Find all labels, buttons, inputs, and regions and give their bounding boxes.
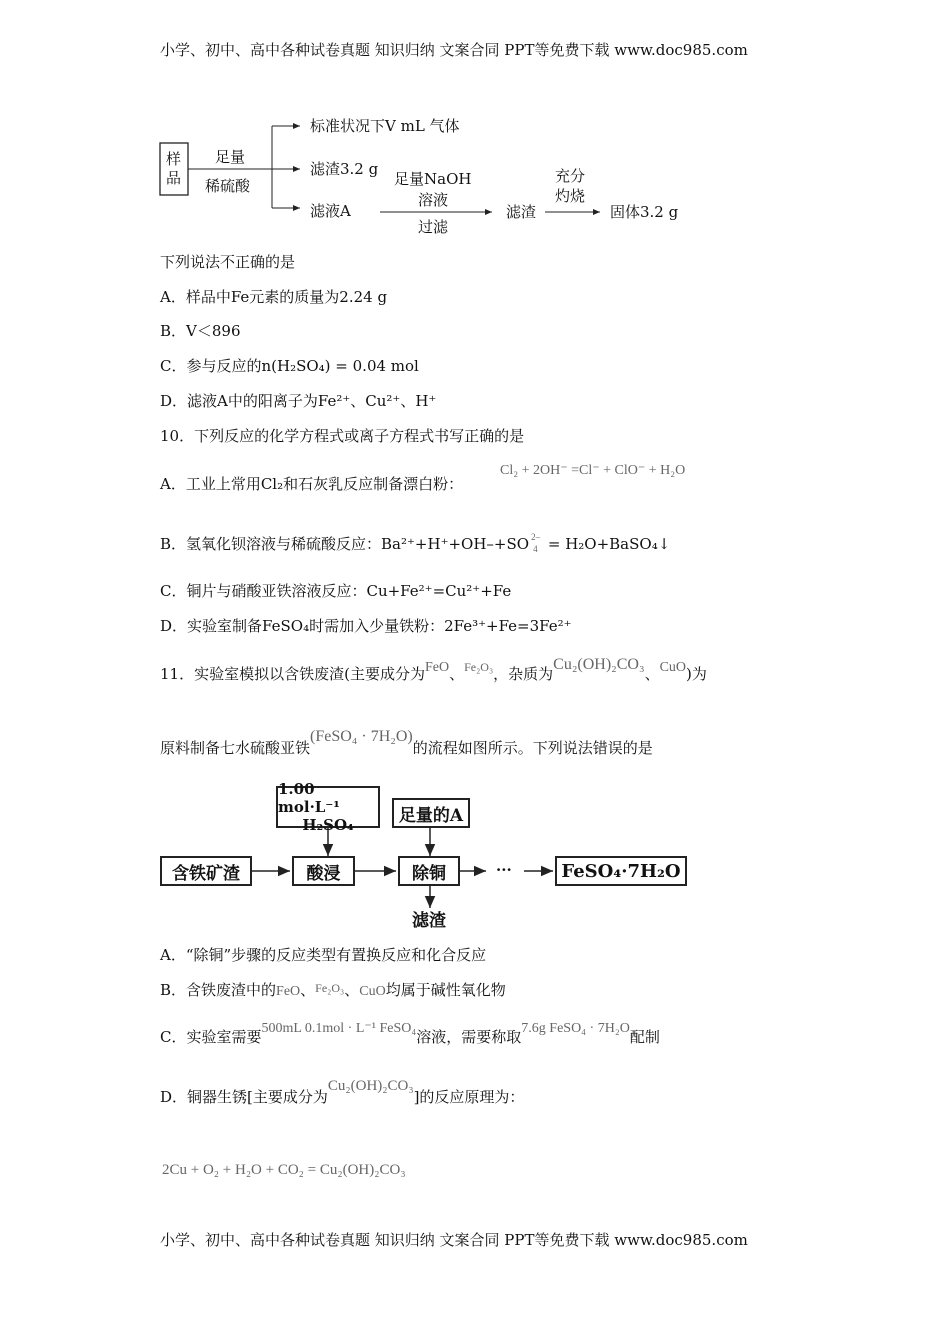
gas-product: 标准状况下V mL 气体 bbox=[310, 117, 460, 135]
residue-label: 滤渣 bbox=[412, 911, 446, 931]
sep: 、 bbox=[644, 665, 660, 683]
text: 配制 bbox=[629, 1028, 660, 1046]
text: 均属于碱性氧化物 bbox=[385, 981, 506, 999]
solid-product: 固体3.2 g bbox=[610, 203, 679, 221]
residue-product: 滤渣3.2 g bbox=[310, 160, 379, 178]
formula-cu2oh2co3: Cu₂(OH)₂CO₃ bbox=[553, 656, 645, 673]
q10-option-d: D．实验室制备FeSO₄时需加入少量铁粉：2Fe³⁺+Fe=3Fe²⁺ bbox=[160, 617, 572, 635]
formula-feso4-7h2o: (FeSO₄ · 7H₂O) bbox=[310, 728, 413, 745]
ellipsis: ··· bbox=[496, 861, 512, 879]
burn-bottom: 灼烧 bbox=[555, 187, 586, 205]
q9-option-d: D．滤液A中的阳离子为Fe²⁺、Cu²⁺、H⁺ bbox=[160, 392, 437, 410]
q11-option-c bbox=[160, 1021, 660, 1049]
formula-cuo: CuO bbox=[659, 660, 687, 675]
text: B．含铁废渣中的 bbox=[160, 981, 277, 999]
reagent-top: 足量 bbox=[215, 148, 246, 166]
q10-b-sup: 2– bbox=[531, 532, 541, 542]
q11-text: 的流程如图所示。下列说法错误的是 bbox=[412, 739, 653, 757]
raw-material-box: 含铁矿渣 bbox=[160, 856, 252, 886]
q10-a-formula: Cl₂ + 2OH⁻ =Cl⁻ + ClO⁻ + H₂O bbox=[500, 463, 686, 478]
formula-fe2o3: Fe₂O₃ bbox=[315, 981, 345, 995]
reagent-bottom: 稀硫酸 bbox=[205, 177, 251, 195]
text: ]的反应原理为： bbox=[413, 1088, 525, 1106]
q9-option-a: A．样品中Fe元素的质量为2.24 g bbox=[160, 288, 388, 306]
page-header: 小学、初中、高中各种试卷真题 知识归纳 文案合同 PPT等免费下载 www.doc985.com bbox=[160, 41, 748, 59]
acid-formula: H₂SO₄ bbox=[302, 816, 354, 834]
q10-option-c: C．铜片与硝酸亚铁溶液反应：Cu+Fe²⁺=Cu²⁺+Fe bbox=[160, 582, 512, 600]
decopper-box: 除铜 bbox=[398, 856, 460, 886]
q11-option-a: A．“除铜”步骤的反应类型有置换反应和化合反应 bbox=[160, 946, 487, 964]
formula-feo: FeO bbox=[424, 660, 450, 675]
q9-option-b: B．V＜896 bbox=[160, 322, 241, 340]
q11-text: 11．实验室模拟以含铁废渣(主要成分为 bbox=[160, 665, 425, 683]
sep: 、 bbox=[344, 981, 360, 999]
q11-option-b bbox=[160, 980, 506, 1002]
q10-b-sub: 4 bbox=[533, 544, 538, 554]
formula-cuo: CuO bbox=[359, 984, 386, 999]
excess-a-box: 足量的A bbox=[392, 798, 470, 828]
q9-stem: 下列说法不正确的是 bbox=[160, 253, 296, 271]
q10-b-rest: = H₂O+BaSO₄↓ bbox=[547, 535, 671, 553]
text: C．实验室需要 bbox=[160, 1028, 262, 1046]
q10-b-text: B．氢氧化钡溶液与稀硫酸反应：Ba²⁺+H⁺+OH–+SO bbox=[160, 535, 530, 553]
q11-option-d bbox=[160, 1078, 525, 1108]
page-footer: 小学、初中、高中各种试卷真题 知识归纳 文案合同 PPT等免费下载 www.doc985.com bbox=[160, 1231, 748, 1249]
q11-text: 原料制备七水硫酸亚铁 bbox=[160, 739, 311, 757]
q11-text: )为 bbox=[686, 665, 707, 683]
text: 溶液，需要称取 bbox=[416, 1028, 522, 1046]
q9-option-c: C．参与反应的n(H₂SO₄) = 0.04 mol bbox=[160, 357, 419, 375]
text: D．铜器生锈[主要成分为 bbox=[160, 1088, 328, 1106]
q10-option-a: A．工业上常用Cl₂和石灰乳反应制备漂白粉： bbox=[160, 475, 464, 493]
formula-solution: 500mL 0.1mol · L⁻¹ FeSO₄ bbox=[261, 1021, 417, 1036]
acid-concentration: 1.00 mol·L⁻¹ bbox=[278, 780, 340, 816]
sample-box: 样品 bbox=[166, 150, 182, 187]
sep: 、 bbox=[300, 981, 316, 999]
burn-top: 充分 bbox=[555, 167, 586, 185]
filter-label: 过滤 bbox=[418, 218, 449, 236]
formula-feo: FeO bbox=[276, 984, 301, 999]
naoh-solution-label: 溶液 bbox=[418, 191, 449, 209]
q10-stem: 10．下列反应的化学方程式或离子方程式书写正确的是 bbox=[160, 427, 525, 445]
acid-box bbox=[276, 780, 380, 834]
residue2: 滤渣 bbox=[506, 203, 537, 221]
product-box: FeSO₄·7H₂O bbox=[555, 856, 687, 886]
sep: 、 bbox=[449, 665, 465, 683]
formula-fe2o3: Fe₂O₃ bbox=[464, 660, 494, 674]
filtrate-a: 滤液A bbox=[310, 202, 351, 220]
q11-text: ，杂质为 bbox=[493, 665, 554, 683]
formula-cu2oh2co3: Cu₂(OH)₂CO₃ bbox=[327, 1078, 414, 1094]
q11-d-equation: 2Cu + O₂ + H₂O + CO₂ = Cu₂(OH)₂CO₃ bbox=[162, 1162, 406, 1178]
naoh-label: 足量NaOH bbox=[394, 170, 472, 188]
acid-leach-box: 酸浸 bbox=[292, 856, 355, 886]
formula-mass: 7.6g FeSO₄ · 7H₂O bbox=[521, 1021, 630, 1036]
